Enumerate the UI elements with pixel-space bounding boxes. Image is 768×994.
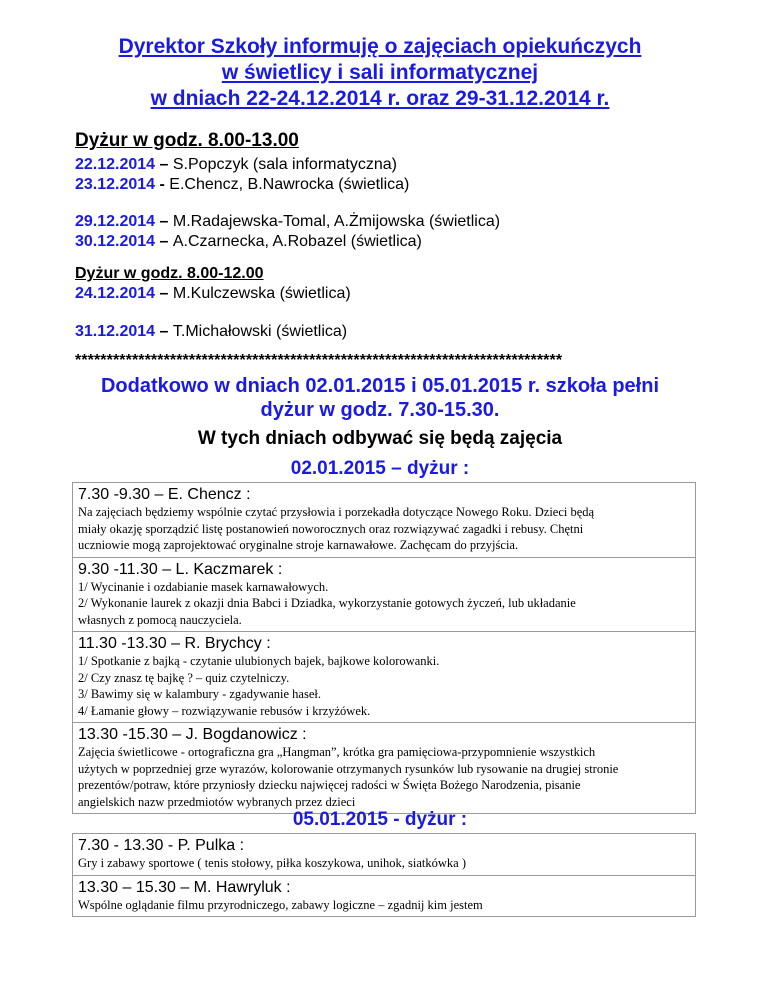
- duty-entry: 23.12.2014 - E.Chencz, B.Nawrocka (świetlica): [75, 176, 410, 193]
- day-1-schedule: [72, 482, 696, 814]
- star-separator: *****************************************************************************: [75, 352, 563, 369]
- schedule-row-header: 13.30 -15.30 – J. Bogdanowicz :: [78, 726, 307, 743]
- schedule-row: [73, 723, 695, 813]
- schedule-row: [73, 632, 695, 723]
- title-line-3: w dniach 22-24.12.2014 r. oraz 29-31.12.2014 r.: [150, 87, 610, 110]
- additional-line-2: dyżur w godz. 7.30-15.30.: [260, 399, 500, 421]
- duty-2-heading: Dyżur w godz. 8.00-12.00: [75, 265, 264, 282]
- schedule-row-header: 11.30 -13.30 – R. Brychcy :: [78, 635, 271, 652]
- title-line-1: Dyrektor Szkoły informuję o zajęciach opiekuńczych: [118, 35, 642, 58]
- duty-entry: 30.12.2014 – A.Czarnecka, A.Robazel (świetlica): [75, 233, 422, 250]
- duty-entry: 29.12.2014 – M.Radajewska-Tomal, A.Żmijowska (świetlica): [75, 213, 501, 230]
- schedule-row-text: Na zajęciach będziemy wspólnie czytać przysłowia i porzekadła dotyczące Nowego Roku. Dzieci będą miały okazję sporządzić listę postanowień noworocznych oraz rozwiązywać zagadki i rebusy. Chętni uczniowie mogą zaprojektować oryginalne stroje karnawałowe. Zachęcam do przyjścia.: [78, 505, 595, 552]
- duty-entry: 22.12.2014 – S.Popczyk (sala informatyczna): [75, 156, 397, 173]
- schedule-row: [73, 483, 695, 558]
- schedule-row-text: Wspólne oglądanie filmu przyrodniczego, zabawy logiczne – zgadnij kim jestem: [78, 897, 483, 912]
- duty-entry: 31.12.2014 – T.Michałowski (świetlica): [75, 323, 348, 340]
- title-line-2: w świetlicy i sali informatycznej: [221, 61, 539, 84]
- day-1-heading: 02.01.2015 – dyżur :: [290, 458, 470, 479]
- duty-entry: 24.12.2014 – M.Kulczewska (świetlica): [75, 285, 351, 302]
- schedule-row-header: 7.30 - 13.30 - P. Pulka :: [78, 837, 245, 854]
- schedule-row-text: 1/ Spotkanie z bajką - czytanie ulubionych bajek, bajkowe kolorowanki. 2/ Czy znasz tę bajkę ? – quiz czytelniczy. 3/ Bawimy się w kalambury - zgadywanie haseł. 4/ Łamanie głowy – rozwiązywanie rebusów i krzyżówek.: [78, 654, 440, 718]
- duty-section-2: [75, 264, 715, 342]
- schedule-row: [73, 558, 695, 633]
- schedule-row-text: Gry i zabawy sportowe ( tenis stołowy, piłka koszykowa, unihok, siatkówka ): [78, 856, 467, 870]
- schedule-row-header: 9.30 -11.30 – L. Kaczmarek :: [78, 560, 283, 578]
- duty-section-1: [75, 130, 715, 252]
- day-2-heading: 05.01.2015 - dyżur :: [292, 809, 468, 830]
- schedule-row-text: 1/ Wycinanie i ozdabianie masek karnawałowych. 2/ Wykonanie laurek z okazji dnia Babci i Dziadka, wykorzystanie gotowych życzeń, lub układanie własnych z pomocą nauczyciela.: [78, 579, 576, 627]
- schedule-row-text: Zajęcia świetlicowe - ortograficzna gra „Hangman”, krótka gra pamięciowa-przypomnienie wszystkich użytych w poprzedniej grze wyrazów, kolorowanie otrzymanych rysunków lub rysowanie na drugiej stronie prezentów/potraw, które przyniosły dziecku najwięcej radości w Święta Bożego Narodzenia, pisanie angielskich nazw przedmiotów wybranych przez dzieci: [78, 745, 619, 809]
- day-2-schedule: [72, 833, 696, 917]
- additional-line-1: Dodatkowo w dniach 02.01.2015 i 05.01.2015 r. szkoła pełni: [100, 375, 660, 397]
- activities-subheading: W tych dniach odbywać się będą zajęcia: [197, 428, 563, 449]
- schedule-row: [73, 876, 695, 917]
- duty-1-heading: Dyżur w godz. 8.00-13.00: [75, 130, 299, 151]
- schedule-row-header: 13.30 – 15.30 – M. Hawryluk :: [78, 878, 291, 896]
- page-title: [60, 34, 700, 112]
- schedule-row-header: 7.30 -9.30 – E. Chencz :: [78, 486, 251, 503]
- additional-notice: [60, 374, 700, 422]
- schedule-row: [73, 834, 695, 876]
